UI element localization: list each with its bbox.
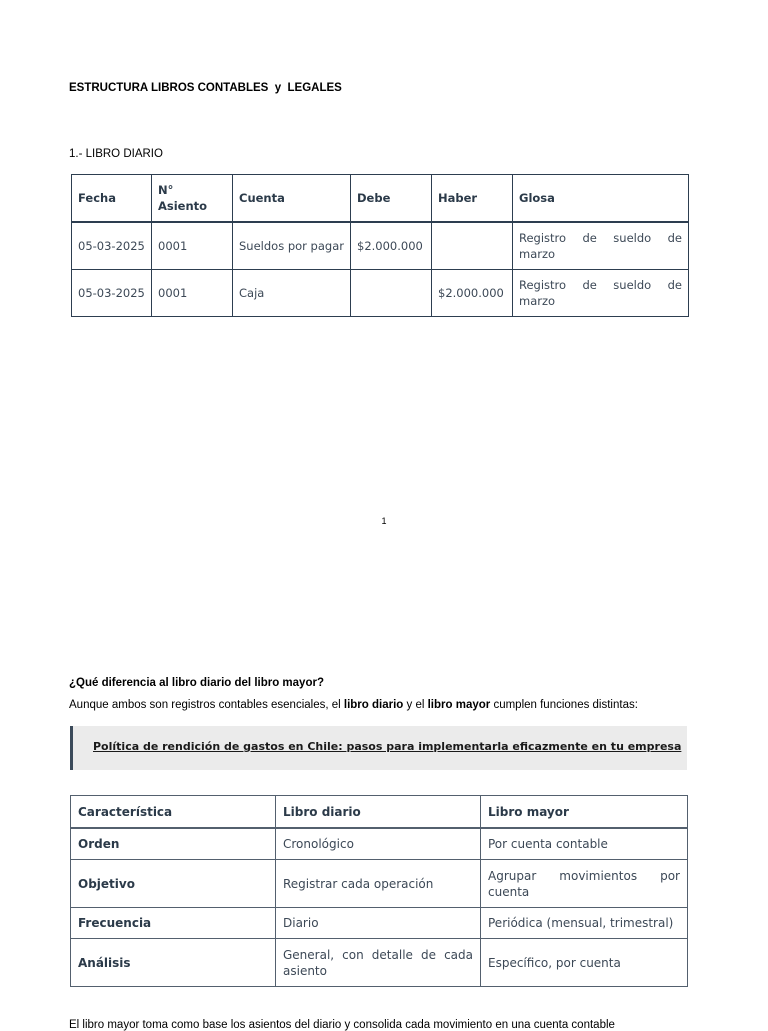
cell-glosa: Registro de sueldo de marzo [513, 222, 689, 270]
intro-end: cumplen funciones distintas: [490, 699, 638, 711]
cell-debe: $2.000.000 [351, 222, 432, 270]
header-fecha: Fecha [72, 175, 152, 223]
comparison-table [70, 795, 688, 987]
cell-libro-diario: Cronológico [276, 828, 481, 860]
related-article-callout [70, 726, 687, 770]
header-libro-diario: Libro diario [276, 796, 481, 829]
cell-caracteristica: Análisis [71, 939, 276, 987]
comparison-intro [69, 699, 638, 711]
header-debe: Debe [351, 175, 432, 223]
intro-bold-mayor: libro mayor [427, 699, 491, 711]
cell-libro-mayor: Específico, por cuenta [481, 939, 688, 987]
table-header-row [72, 175, 689, 223]
header-asiento: N° Asiento [152, 175, 233, 223]
table-row [71, 939, 688, 987]
cell-cuenta: Sueldos por pagar [233, 222, 351, 270]
intro-start: Aunque ambos son registros contables esenciales, el [69, 699, 344, 711]
table-row [72, 270, 689, 317]
comparison-question: ¿Qué diferencia al libro diario del libro mayor? [69, 677, 324, 689]
intro-bold-diario: libro diario [343, 699, 404, 711]
cell-fecha: 05-03-2025 [72, 270, 152, 317]
header-cuenta: Cuenta [233, 175, 351, 223]
header-glosa: Glosa [513, 175, 689, 223]
cell-caracteristica: Orden [71, 828, 276, 860]
cell-asiento: 0001 [152, 270, 233, 317]
cell-haber [432, 222, 513, 270]
table-row [72, 222, 689, 270]
header-caracteristica: Característica [71, 796, 276, 829]
cut-off-paragraph: El libro mayor toma como base los asientos del diario y consolida cada movimiento en una cuenta contable [69, 1019, 615, 1031]
related-article-link[interactable]: Política de rendición de gastos en Chile: pasos para implementarla eficazmente en tu empresa [93, 740, 682, 753]
cell-debe [351, 270, 432, 317]
table-row [71, 908, 688, 939]
table-row [71, 860, 688, 908]
cell-fecha: 05-03-2025 [72, 222, 152, 270]
cell-libro-mayor: Periódica (mensual, trimestral) [481, 908, 688, 939]
table-row [71, 828, 688, 860]
section-title: 1.- LIBRO DIARIO [69, 148, 163, 160]
page-number: 1 [381, 516, 387, 526]
cell-haber: $2.000.000 [432, 270, 513, 317]
intro-mid: y el [403, 699, 428, 711]
table-header-row [71, 796, 688, 829]
cell-libro-mayor: Por cuenta contable [481, 828, 688, 860]
cell-libro-diario: Registrar cada operación [276, 860, 481, 908]
document-title: ESTRUCTURA LIBROS CONTABLES y LEGALES [69, 82, 342, 94]
header-haber: Haber [432, 175, 513, 223]
cell-libro-mayor: Agrupar movimientos por cuenta [481, 860, 688, 908]
header-libro-mayor: Libro mayor [481, 796, 688, 829]
cell-cuenta: Caja [233, 270, 351, 317]
cell-caracteristica: Frecuencia [71, 908, 276, 939]
cell-asiento: 0001 [152, 222, 233, 270]
cell-libro-diario: General, con detalle de cada asiento [276, 939, 481, 987]
cell-caracteristica: Objetivo [71, 860, 276, 908]
libro-diario-table [71, 174, 689, 317]
cell-glosa: Registro de sueldo de marzo [513, 270, 689, 317]
cell-libro-diario: Diario [276, 908, 481, 939]
